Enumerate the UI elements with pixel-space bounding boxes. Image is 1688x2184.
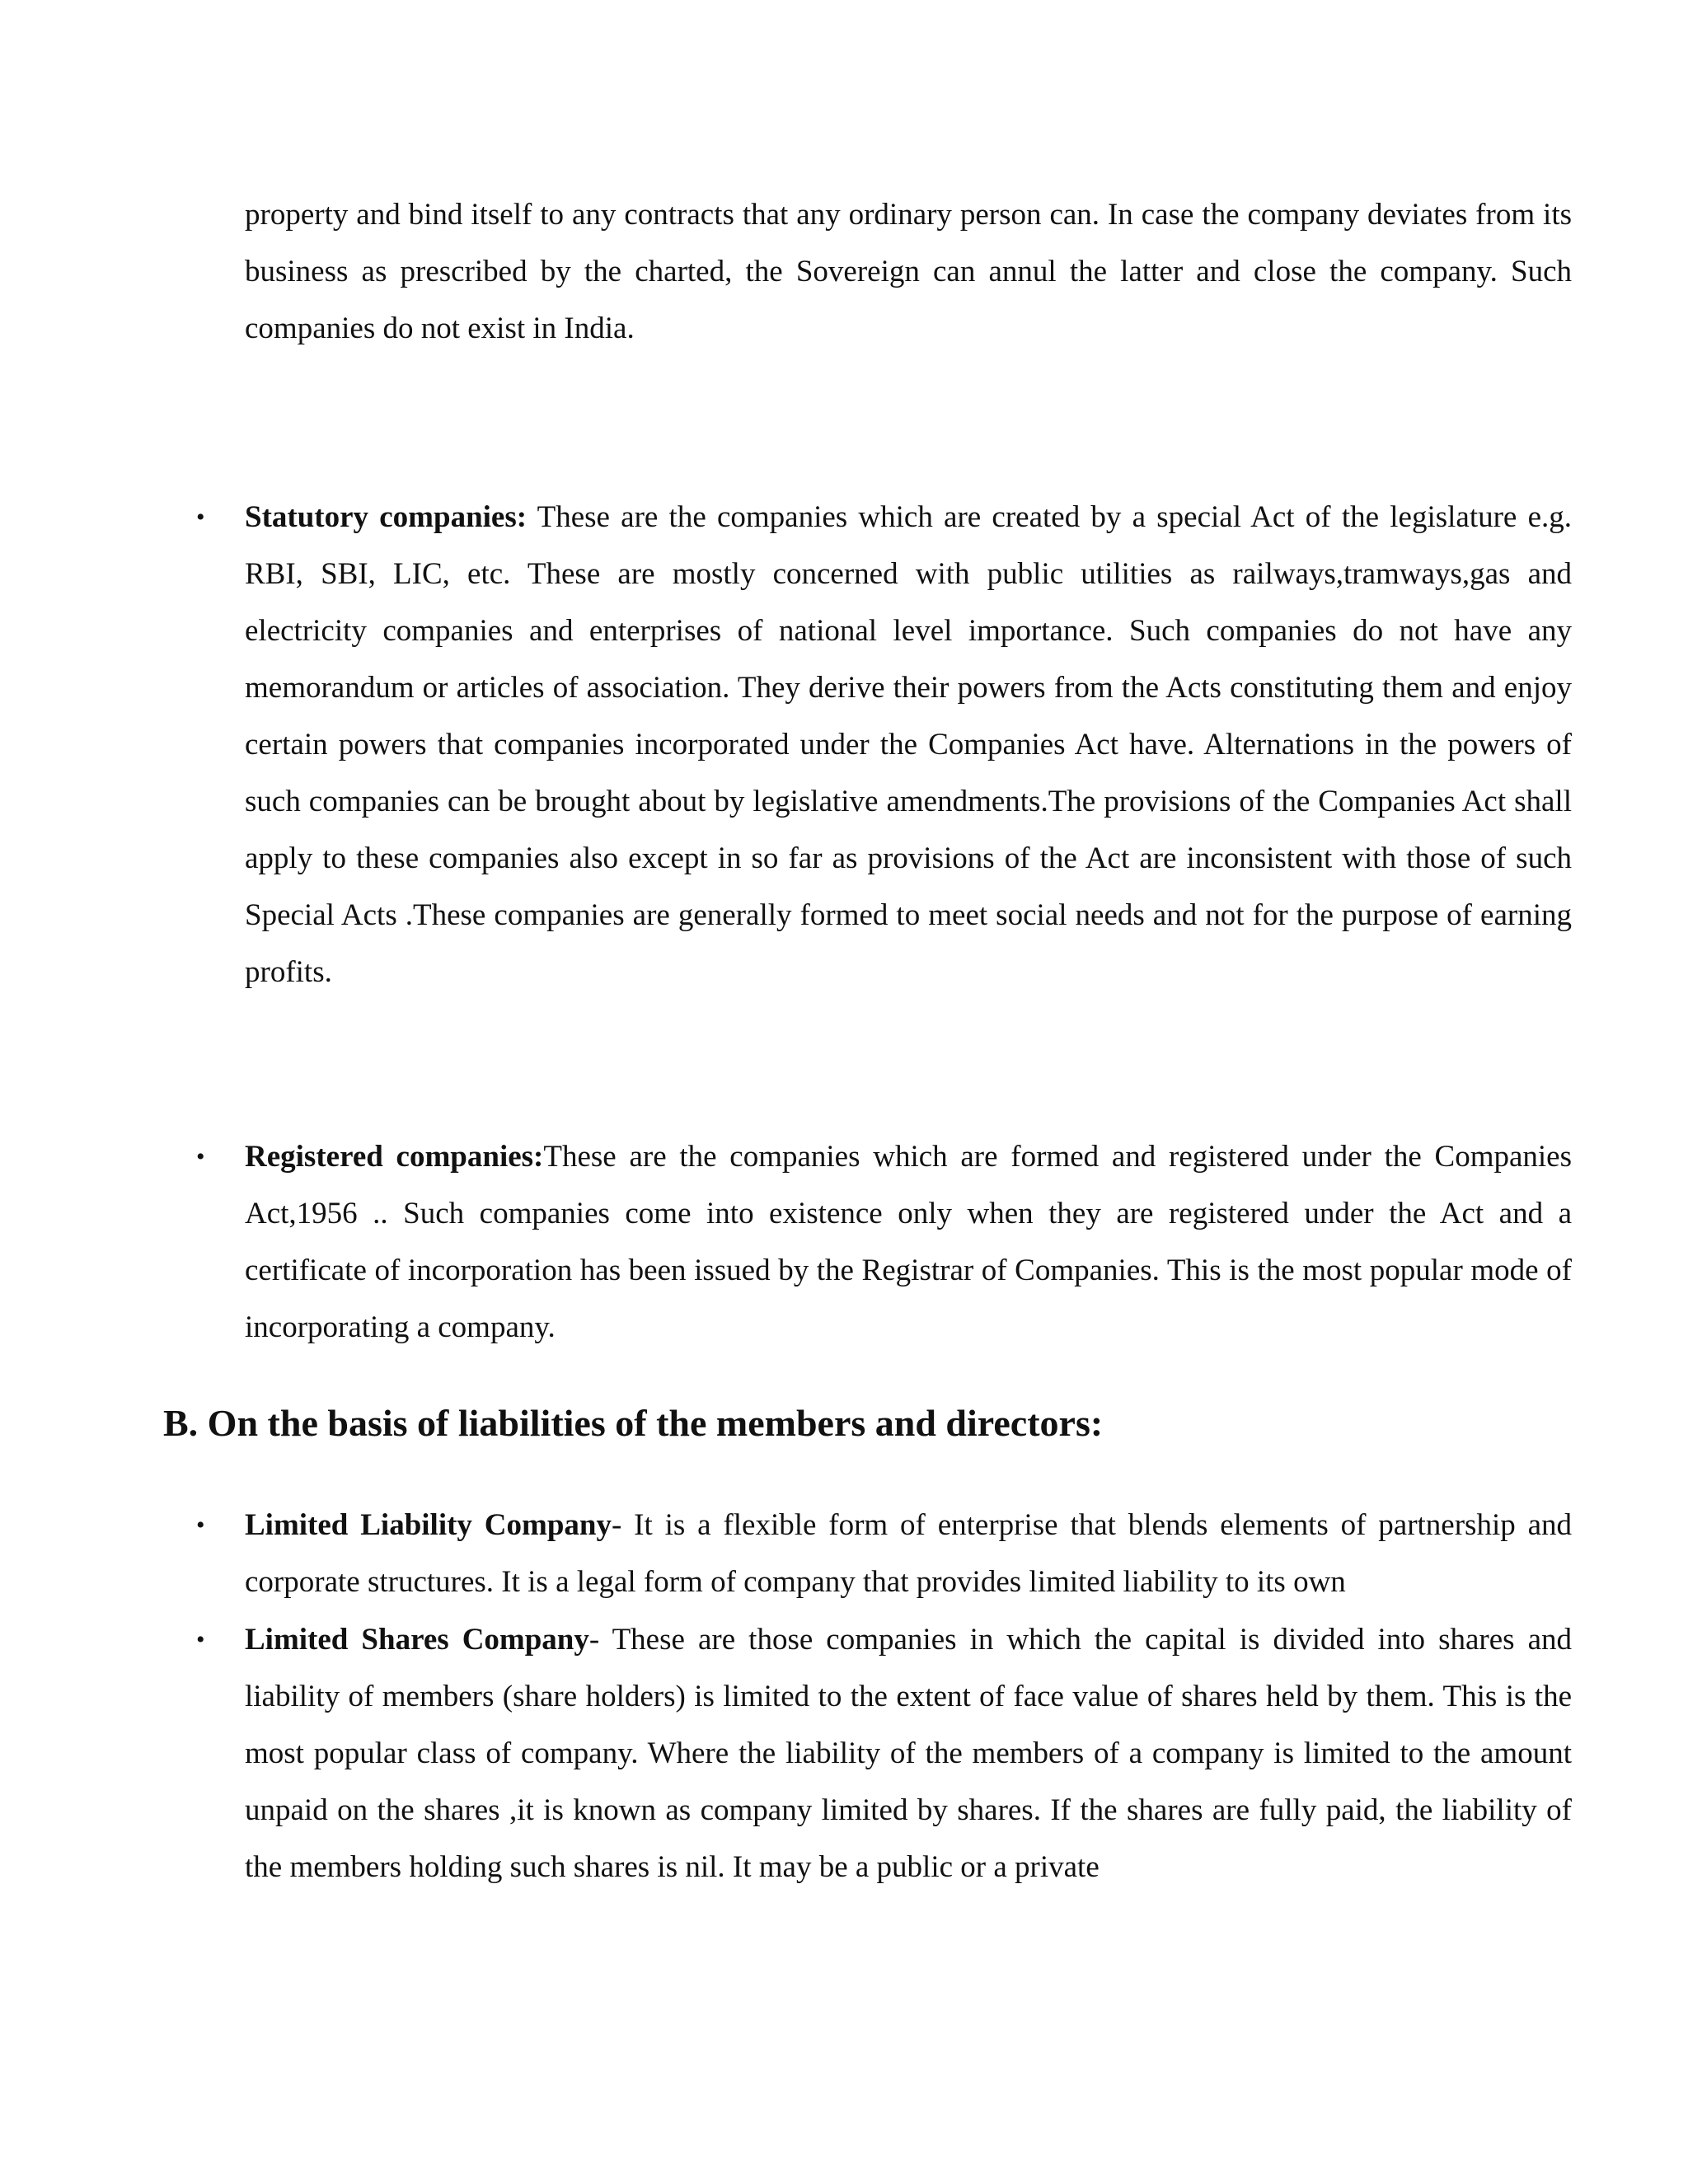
bullet-icon: •: [196, 1626, 205, 1653]
list-item-limited-shares: [245, 1611, 1572, 1896]
item-text: These are the companies which are created by a special Act of the legislature e.g. RBI, SBI, LIC, etc. These are mostly concerned with public utilities as railways,tramways,gas and electricity companies and enterprises of national level importance. Such companies do not have any memorandum or articles of association. They derive their powers from the Acts constituting them and enjoy certain powers that companies incorporated under the Companies Act have. Alternations in the powers of such companies can be brought about by legislative amendments.The provisions of the Companies Act shall apply to these companies also except in so far as provisions of the Act are inconsistent with those of such Special Acts .These companies are generally formed to meet social needs and not for the purpose of earning profits.: [245, 500, 1572, 989]
list-item-statutory: [245, 489, 1572, 1001]
item-title: Statutory companies:: [245, 500, 528, 534]
item-title: Limited Liability Company: [245, 1508, 612, 1542]
section-heading: B. On the basis of liabilities of the members and directors:: [163, 1402, 1104, 1444]
intro-paragraph: property and bind itself to any contracts that any ordinary person can. In case the company deviates from its business as prescribed by the charted, the Sovereign can annul the latter and close the company. Such companies do not exist in India.: [245, 198, 1572, 345]
bullet-icon: •: [196, 504, 205, 531]
item-text: These are the companies which are formed and registered under the Companies Act,1956 .. Such companies come into existence only when they are registered under the Act and a certificate of incorporation has been issued by the Registrar of Companies. This is the most popular mode of incorporating a company.: [245, 1140, 1572, 1344]
list-item-limited-liability: [245, 1497, 1572, 1610]
item-title: Limited Shares Company: [245, 1623, 589, 1657]
item-text: - These are those companies in which the capital is divided into shares and liability of members (share holders) is limited to the extent of face value of shares held by them. This is the most popular class of company. Where the liability of the members of a company is limited to the amount unpaid on the shares ,it is known as company limited by shares. If the shares are fully paid, the liability of the members holding such shares is nil. It may be a public or a private: [245, 1623, 1572, 1884]
item-title: Registered companies:: [245, 1140, 544, 1174]
bullet-icon: •: [196, 1511, 205, 1539]
list-item-registered: [245, 1128, 1572, 1356]
item-text: - It is a flexible form of enterprise that blends elements of partnership and corporate structures. It is a legal form of company that provides limited liability to its own: [245, 1508, 1572, 1599]
bullet-icon: •: [196, 1143, 205, 1170]
